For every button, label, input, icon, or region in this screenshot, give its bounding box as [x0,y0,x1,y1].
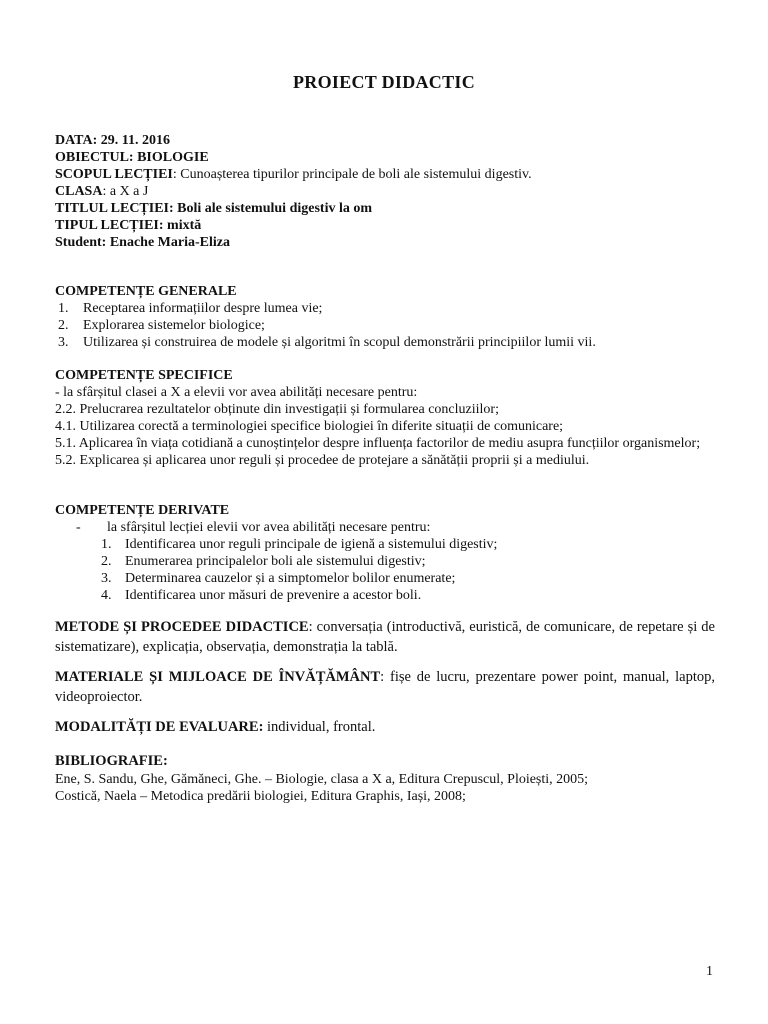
lesson-type-value: : mixtă [158,218,202,233]
document-title: PROIECT DIDACTIC [293,72,475,92]
specific-competences-heading: COMPETENȚE SPECIFICE [55,368,233,383]
class-label: CLASA [55,184,103,199]
scope-label: SCOPUL LECȚIEI [55,167,173,182]
list-item: 2. Enumerarea principalelor boli ale sistemului digestiv; [101,554,426,569]
materials-value: : fișe de lucru, prezentare power point, manual, laptop, videoproiector. [55,669,715,705]
scope-value: : Cunoașterea tipurilor principale de boli ale sistemului digestiv. [172,167,532,182]
list-item: 1. Receptarea informațiilor despre lumea vie; [58,301,323,316]
derived-competences-intro: - la sfârșitul lecției elevii vor avea abilități necesare pentru: [76,520,431,535]
lesson-title-label: TITLUL LECȚIEI: [55,201,174,216]
class-value: : a X a J [102,184,149,199]
lesson-header [55,132,715,251]
specific-competences-section [55,367,715,469]
derived-competences-list [55,536,715,604]
list-item: 3. Determinarea cauzelor și a simptomelor bolilor enumerate; [101,571,456,586]
specific-competences-intro: - la sfârșitul clasei a X a elevii vor avea abilități necesare pentru: [55,385,418,400]
bibliography-heading: BIBLIOGRAFIE: [55,753,168,769]
evaluation-label: MODALITĂȚI DE EVALUARE: [55,719,264,735]
derived-competences-heading: COMPETENȚE DERIVATE [55,503,230,518]
list-item: 2. Explorarea sistemelor biologice; [58,318,265,333]
scope-line [55,166,715,183]
class-line [55,183,715,200]
methods-section [55,617,715,657]
derived-competences-section [55,502,715,604]
dash-bullet: - [76,520,81,535]
materials-section [55,667,715,707]
page-number: 1 [706,964,713,979]
lesson-title-line [55,200,715,217]
lesson-type-label: TIPUL LECȚIEI [55,218,159,233]
bibliography-item: Costică, Naela – Metodica predării biologiei, Editura Graphis, Iași, 2008; [55,789,466,804]
list-item: 3. Utilizarea și construirea de modele și algoritmi în scopul demonstrării principiilor lumii vii. [58,335,596,350]
general-competences-section [55,283,715,351]
list-item: 4.1. Utilizarea corectă a terminologiei specifice biologiei în diferite situații de comunicare; [55,419,564,434]
bibliography-section [55,751,715,805]
methods-label: METODE ȘI PROCEDEE DIDACTICE [55,619,309,635]
list-item: 2.2. Prelucrarea rezultatelor obținute din investigații și formularea concluziilor; [55,402,499,417]
general-competences-list [55,300,715,351]
date-line: DATA: 29. 11. 2016 [55,133,170,148]
bibliography-item: Ene, S. Sandu, Ghe, Gămăneci, Ghe. – Biologie, clasa a X a, Editura Crepuscul, Ploiești, 2005; [55,772,589,787]
subject-line: OBIECTUL: BIOLOGIE [55,150,209,165]
methods-value: : conversația (introductivă, euristică, de comunicare, de repetare și de sistematizare), explicația, observația, demonstrația la tablă. [55,619,715,655]
general-competences-heading: COMPETENȚE GENERALE [55,284,237,299]
evaluation-value: individual, frontal. [263,719,376,735]
list-item: 5.2. Explicarea și aplicarea unor reguli și procedee de protejare a sănătății proprii și a mediului. [55,453,590,468]
student-line: Student: Enache Maria-Eliza [55,235,230,250]
lesson-type-line [55,217,715,234]
list-item: 5.1. Aplicarea în viața cotidiană a cunoștințelor despre influența factorilor de mediu asupra funcțiilor organismelor; [55,436,701,451]
evaluation-section [55,717,715,737]
list-item: 1. Identificarea unor reguli principale de igienă a sistemului digestiv; [101,537,498,552]
list-item: 4. Identificarea unor măsuri de prevenire a acestor boli. [101,588,422,603]
lesson-title-value: Boli ale sistemului digestiv la om [173,201,373,216]
materials-label: MATERIALE ȘI MIJLOACE DE ÎNVĂȚĂMÂNT [55,669,381,685]
